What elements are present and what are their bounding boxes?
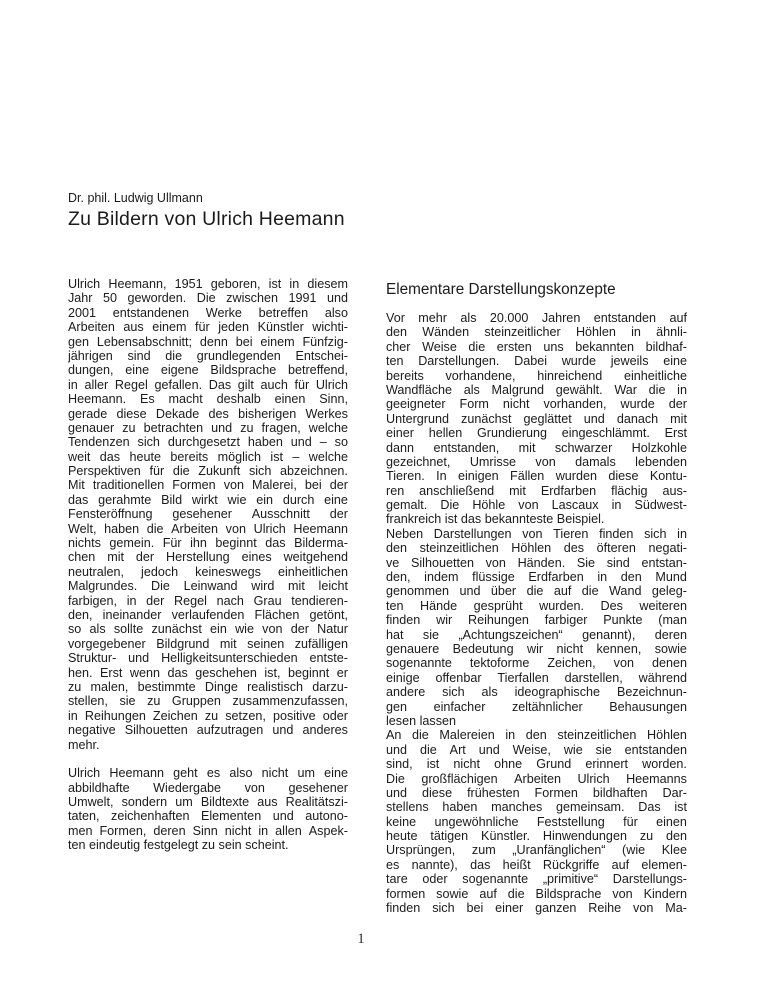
text-line: genommen und über die auf die Wand geleg- xyxy=(386,584,687,599)
text-line: mehr. xyxy=(68,737,100,752)
text-line: geeigneter Form nicht vorhanden, wurde der xyxy=(386,397,687,412)
text-line: abbildhafte Wiedergabe von gesehener xyxy=(68,780,348,795)
paragraph-gap xyxy=(68,752,348,766)
text-line: ten eindeutig festgelegt zu sein scheint. xyxy=(68,838,289,853)
text-line: einer hellen Grundierung eingeschlämmt. Erst xyxy=(386,426,687,441)
text-line: dann entstanden, mit schwarzer Holzkohle xyxy=(386,440,687,455)
text-line: so als sollte zunächst ein wie von der Natur xyxy=(68,622,348,637)
text-line: und die Art und Weise, wie sie entstanden xyxy=(386,742,687,757)
text-line: ve Silhouetten von Händen. Sie sind entstan- xyxy=(386,555,687,570)
text-line: in aller Regel gefallen. Das gilt auch für Ulrich xyxy=(68,377,348,392)
text-line: formen sowie auf die Bildsprache von Kindern xyxy=(386,886,687,901)
text-line: bereits vorhandene, hinreichend einheitliche xyxy=(386,368,687,383)
text-line: Welt, haben die Arbeiten von Ulrich Heemann xyxy=(68,521,348,536)
text-line: weit das heute bereits möglich ist – welche xyxy=(68,449,348,464)
text-line: ren anschließend mit Erdfarben flächig aus- xyxy=(386,483,687,498)
text-line: Malgrundes. Die Leinwand wird mit leicht xyxy=(68,579,348,594)
text-line: finden wir Reihungen farbiger Punkte (man xyxy=(386,613,687,628)
text-line: Ulrich Heemann, 1951 geboren, ist in diesem xyxy=(68,277,348,291)
text-line: gezeichnet, Umrisse von damals lebenden xyxy=(386,454,687,469)
text-line: stellen, sie zu Gruppen zusammenzufassen, xyxy=(68,694,348,709)
text-line: chen mit der Herstellung eines weitgehend xyxy=(68,550,348,565)
text-line: gerade diese Dekade des bisherigen Werkes xyxy=(68,406,348,421)
text-line: Tendenzen sich durchgesetzt haben und – so xyxy=(68,435,348,450)
text-line: ten Darstellungen. Dabei wurde jeweils eine xyxy=(386,354,687,369)
text-line: stellens haben manches gemeinsam. Das ist xyxy=(386,800,687,815)
text-line: den, indem flüssige Erdfarben in den Mund xyxy=(386,570,687,585)
text-line: genauere Bedeutung wir nicht kennen, sowie xyxy=(386,641,687,656)
text-line: Die großflächigen Arbeiten Ulrich Heemanns xyxy=(386,771,687,786)
text-line: An die Malereien in den steinzeitlichen Höhlen xyxy=(386,728,687,743)
page-header xyxy=(68,190,345,231)
text-line: Perspektiven für die Zukunft sich abzeichnen. xyxy=(68,464,348,479)
right-column-body xyxy=(386,311,687,915)
text-line: jährigen sind die grundlegenden Entschei- xyxy=(68,348,348,363)
text-line: Ulrich Heemann geht es also nicht um eine xyxy=(68,766,348,781)
text-line: nichts gemein. Für ihn beginnt das Bilderma- xyxy=(68,536,348,551)
text-line: farbigen, in der Regel nach Grau tendieren- xyxy=(68,593,348,608)
text-line: finden sich bei einer ganzen Reihe von Ma- xyxy=(386,901,687,916)
text-line: das gerahmte Bild wirkt wie ein durch eine xyxy=(68,492,348,507)
text-line: Fensteröffnung gesehener Ausschnitt der xyxy=(68,507,348,522)
text-line: Heemann. Es macht deshalb einen Sinn, xyxy=(68,392,348,407)
text-line: in Reihungen Zeichen zu setzen, positive oder xyxy=(68,708,348,723)
text-line: Neben Darstellungen von Tieren finden sich in xyxy=(386,526,687,541)
text-line: gen Lebensabschnitt; denn bei einem Fünfzig- xyxy=(68,334,348,349)
text-line: men Formen, deren Sinn nicht in allen Aspek- xyxy=(68,823,348,838)
section-heading: Elementare Darstellungskonzepte xyxy=(386,281,616,298)
text-line: Umwelt, sondern um Bildtexte aus Realitätszi- xyxy=(68,795,348,810)
text-line: hen. Erst wenn das geschehen ist, beginnt er xyxy=(68,665,348,680)
text-line: hat sie „Achtungszeichen“ genannt), deren xyxy=(386,627,687,642)
text-line: Tieren. In einigen Fällen wurden diese Kontu- xyxy=(386,469,687,484)
text-line: frankreich ist das bekannteste Beispiel. xyxy=(386,512,605,527)
text-line: andere sich als ideographische Bezeichnun- xyxy=(386,685,687,700)
text-line: dungen, eine eigene Bildsprache betreffend, xyxy=(68,363,348,378)
text-line: gemalt. Die Höhle von Lascaux in Südwest- xyxy=(386,498,687,513)
text-line: genauer zu betrachten und zu fragen, welche xyxy=(68,420,348,435)
text-line: es nannte), das heißt Rückgriffe auf elemen- xyxy=(386,857,687,872)
text-line: ten Hände gesprüht wurden. Des weiteren xyxy=(386,598,687,613)
text-line: taten, zeichenhaften Elementen und autono- xyxy=(68,809,348,824)
text-line: Jahr 50 geworden. Die zwischen 1991 und xyxy=(68,291,348,306)
text-line: Arbeiten aus einem für jeden Künstler wichti- xyxy=(68,320,348,335)
text-line: neutralen, jedoch keineswegs einheitlichen xyxy=(68,564,348,579)
text-line: keine ungewöhnliche Feststellung für einen xyxy=(386,814,687,829)
text-line: den Wänden steinzeitlicher Höhlen in ähnli- xyxy=(386,325,687,340)
text-line: Struktur- und Helligkeitsunterschieden entste- xyxy=(68,651,348,666)
text-line: cher Weise die ersten uns bekannten bildhaf- xyxy=(386,339,687,354)
text-line: tare oder sogenannte „primitive“ Darstellungs- xyxy=(386,872,687,887)
text-line: Mit traditionellen Formen von Malerei, bei der xyxy=(68,478,348,493)
text-line: gen einfacher zeltähnlicher Behausungen xyxy=(386,699,687,714)
text-line: den steinzeitlichen Höhlen des öfteren negati- xyxy=(386,541,687,556)
text-line: sind, ist nicht ohne Grund erinnert worden. xyxy=(386,757,687,772)
text-line: 2001 entstandenen Werke betreffen also xyxy=(68,305,348,320)
text-line: sogenannte tektoforme Zeichen, von denen xyxy=(386,656,687,671)
text-line: zu malen, bestimmte Dinge realistisch darzu- xyxy=(68,679,348,694)
left-column xyxy=(68,277,348,853)
text-line: den, ineinander verlaufenden Flächen getönt, xyxy=(68,607,348,622)
author-line: Dr. phil. Ludwig Ullmann xyxy=(68,191,203,205)
text-line: und diese frühesten Formen bildhaften Dar- xyxy=(386,785,687,800)
text-line: Wandfläche als Malgrund gewählt. War die in xyxy=(386,382,687,397)
right-column xyxy=(386,277,687,915)
text-line: vorgegebener Bildgrund mit seinen zufälligen xyxy=(68,636,348,651)
page-number: 1 xyxy=(357,931,365,947)
document-title: Zu Bildern von Ulrich Heemann xyxy=(68,208,345,230)
text-line: negative Silhouetten aufzutragen und anderes xyxy=(68,723,348,738)
text-line: einige offenbar Tierfallen darstellen, während xyxy=(386,670,687,685)
text-line: Untergrund zunächst geglättet und danach mit xyxy=(386,411,687,426)
text-line: lesen lassen xyxy=(386,713,457,728)
text-line: heute tätigen Künstler. Hinwendungen zu den xyxy=(386,829,687,844)
text-line: Ursprüngen, zum „Uranfänglichen“ (wie Klee xyxy=(386,843,687,858)
text-line: Vor mehr als 20.000 Jahren entstanden auf xyxy=(386,311,687,325)
